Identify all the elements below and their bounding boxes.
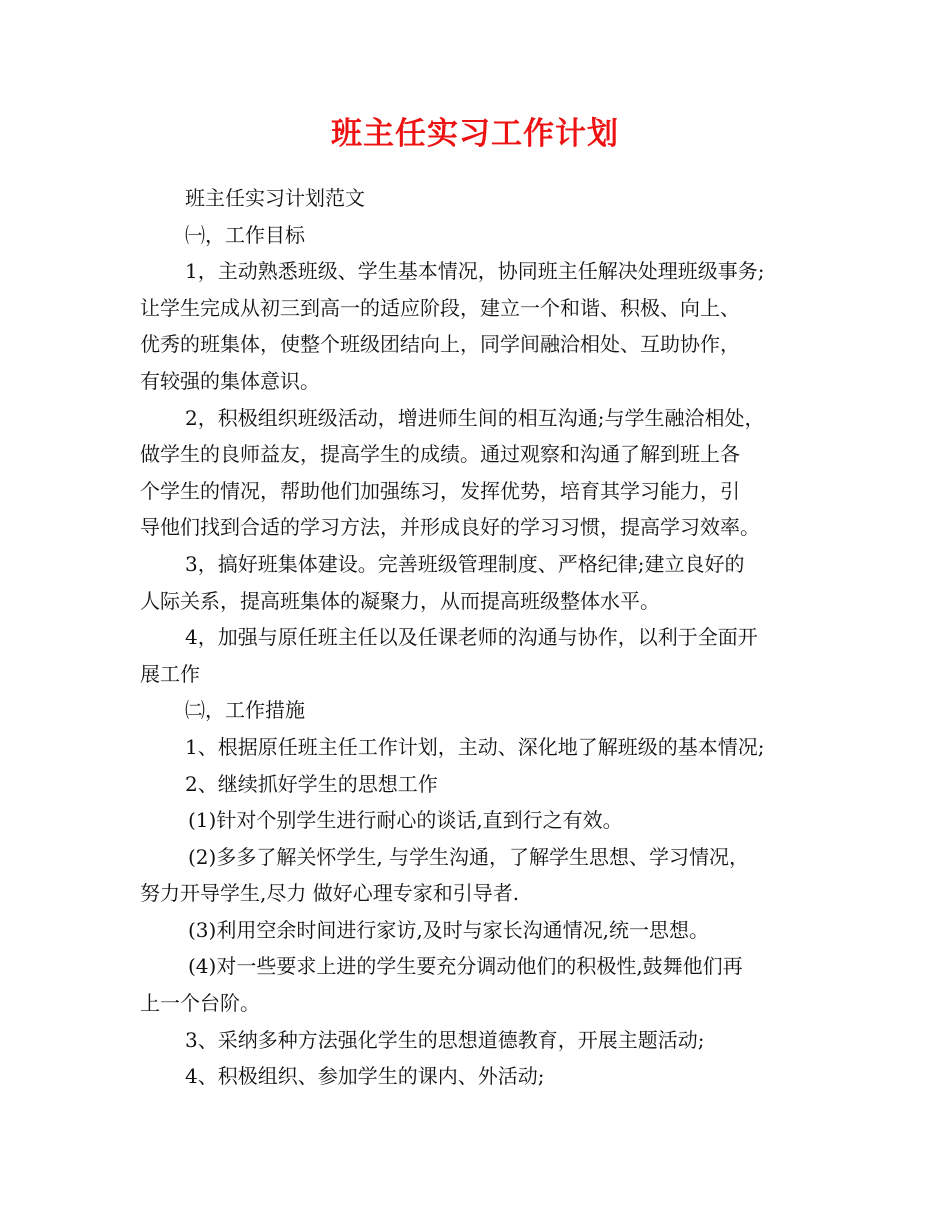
measure-subitem-3: [140, 912, 830, 949]
paragraph-line: (1)针对个别学生进行耐心的谈话,直到行之有效。: [188, 808, 623, 833]
paragraph-line: 让学生完成从初三到高一的适应阶段，建立一个和谐、积极、向上、: [140, 295, 740, 320]
paragraph-line: 个学生的情况，帮助他们加强练习，发挥优势，培育其学习能力，引: [140, 478, 740, 503]
paragraph-line: 导他们找到合适的学习方法，并形成良好的学习习惯，提高学习效率。: [140, 515, 760, 540]
measure-item-4: [140, 1058, 830, 1095]
paragraph-line: 1、根据原任班主任工作计划，主动、深化地了解班级的基本情况;: [185, 734, 765, 759]
subtitle-line: 班主任实习计划范文: [185, 186, 365, 210]
document-subtitle: [140, 180, 830, 217]
section-heading-text: ㈡，工作措施: [185, 698, 305, 723]
paragraph-line: (4)对一些要求上进的学生要充分调动他们的积极性,鼓舞他们再: [188, 954, 743, 979]
goal-paragraph-2: [140, 400, 830, 546]
goal-paragraph-4: [140, 619, 830, 692]
paragraph-line: 2、继续抓好学生的思想工作: [185, 771, 438, 796]
paragraph-line: 4、积极组织、参加学生的课内、外活动;: [185, 1064, 545, 1089]
paragraph-line: 3、采纳多种方法强化学生的思想道德教育，开展主题活动;: [185, 1027, 705, 1052]
section-heading-goals: [140, 217, 830, 254]
measure-item-2: [140, 766, 830, 803]
section-heading-measures: [140, 692, 830, 729]
paragraph-line: 展工作: [140, 661, 200, 686]
paragraph-line: 上一个台阶。: [140, 991, 260, 1016]
paragraph-line: 3，搞好班集体建设。完善班级管理制度、严格纪律;建立良好的: [185, 551, 745, 576]
paragraph-line: 做学生的良师益友，提高学生的成绩。通过观察和沟通了解到班上各: [140, 442, 740, 467]
measure-subitem-2: [140, 839, 830, 912]
paragraph-line: 4，加强与原任班主任以及任课老师的沟通与协作，以利于全面开: [185, 625, 758, 650]
paragraph-line: (2)多多了解关怀学生, 与学生沟通，了解学生思想、学习情况，: [188, 844, 750, 869]
measure-subitem-4: [140, 948, 830, 1021]
section-heading-text: ㈠，工作目标: [185, 222, 305, 247]
goal-paragraph-3: [140, 546, 830, 619]
goal-paragraph-1: [140, 253, 830, 399]
paragraph-line: 2，积极组织班级活动，增进师生间的相互沟通;与学生融洽相处，: [185, 405, 765, 430]
measure-item-1: [140, 729, 830, 766]
measure-subitem-1: [140, 802, 830, 839]
paragraph-line: 有较强的集体意识。: [140, 368, 320, 393]
paragraph-line: 1，主动熟悉班级、学生基本情况，协同班主任解决处理班级事务;: [185, 259, 765, 284]
paragraph-line: (3)利用空余时间进行家访,及时与家长沟通情况,统一思想。: [188, 917, 710, 942]
measure-item-3: [140, 1022, 830, 1059]
document-body: [140, 180, 830, 1095]
paragraph-line: 努力开导学生,尽力 做好心理专家和引导者.: [140, 881, 520, 906]
paragraph-line: 优秀的班集体，使整个班级团结向上，同学间融洽相处、互助协作，: [140, 332, 740, 357]
paragraph-line: 人际关系，提高班集体的凝聚力，从而提高班级整体水平。: [140, 588, 660, 613]
document-title: 班主任实习工作计划: [331, 116, 619, 152]
